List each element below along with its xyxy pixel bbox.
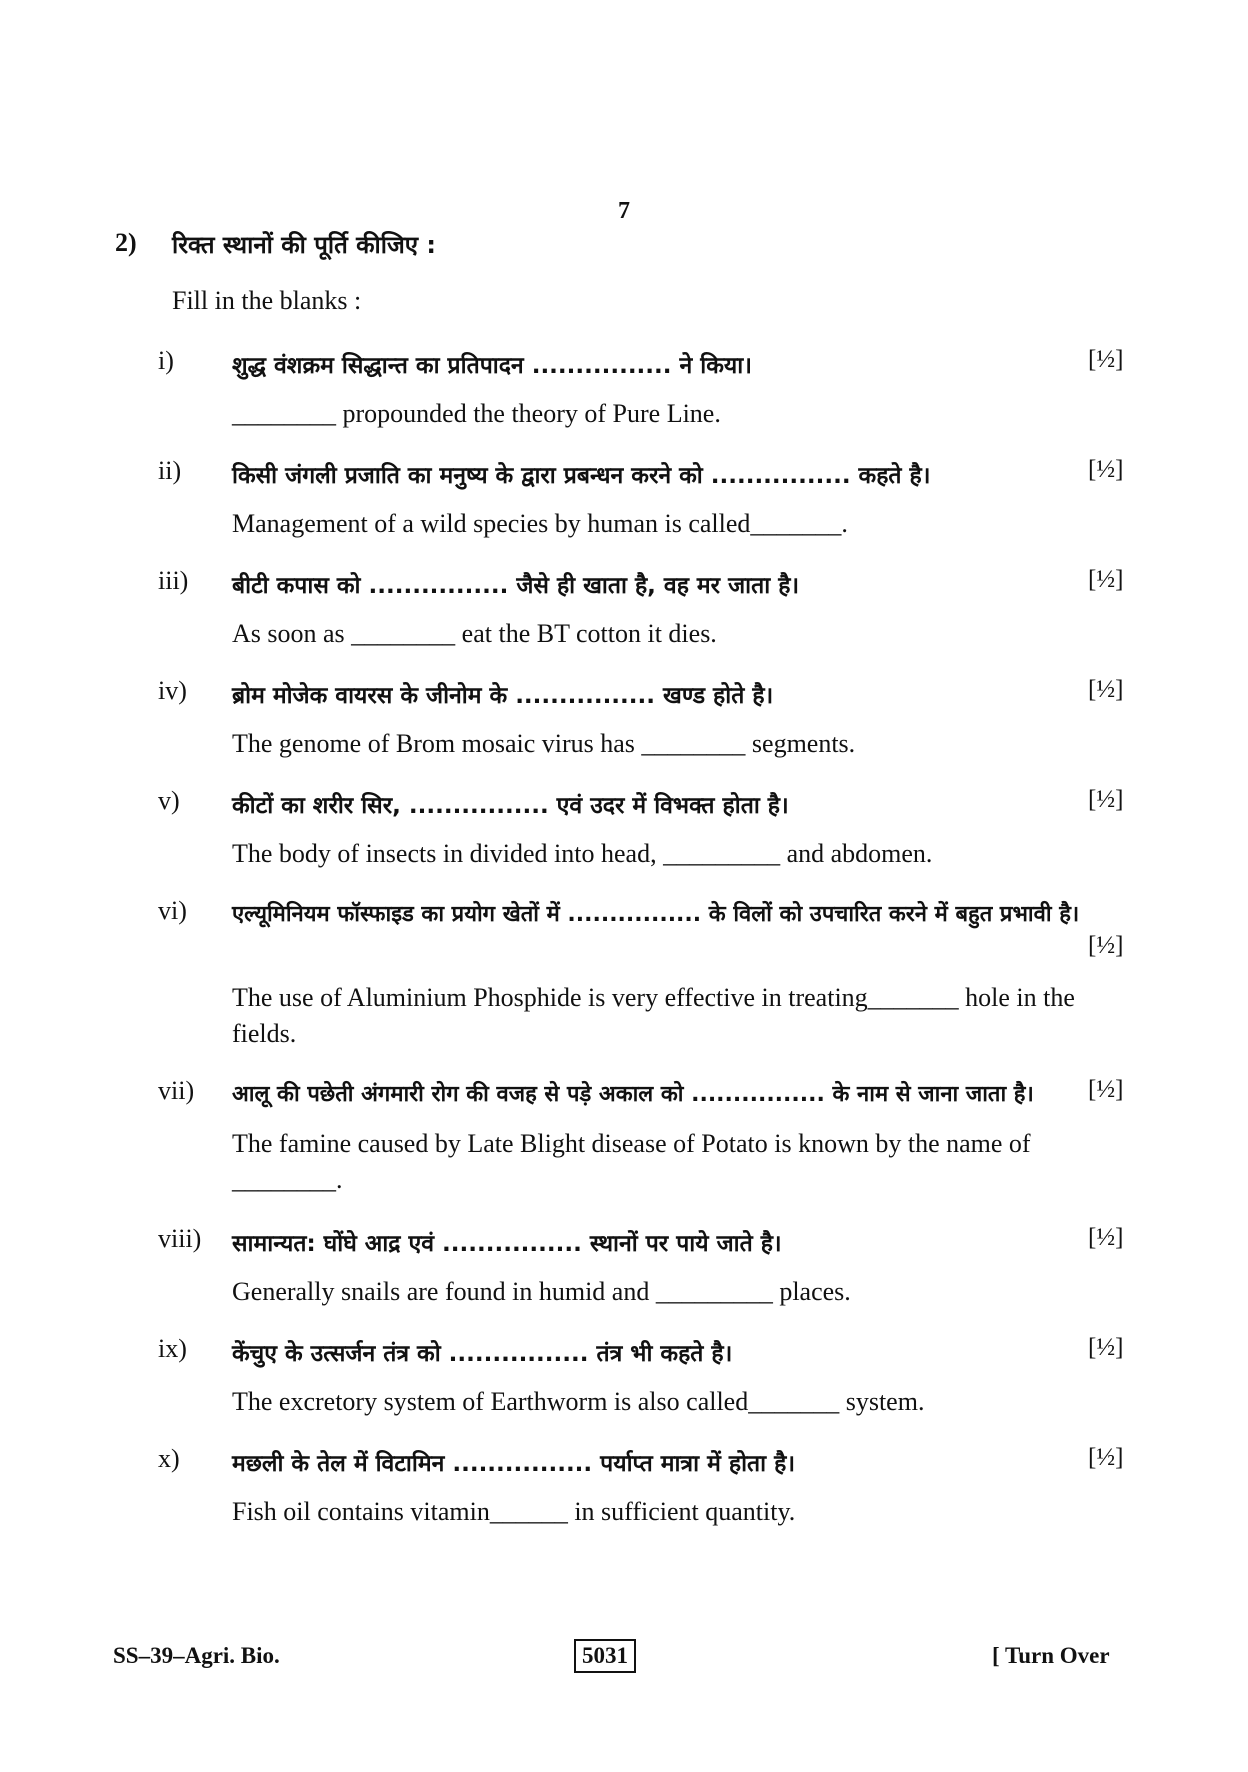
item-label: x) [158,1444,180,1473]
item-english: The use of Aluminium Phosphide is very effective in treating_______ hole in the fields. [232,983,1075,1048]
item-hindi: कीटों का शरीर सिर, ................ एवं उदर में विभक्त होता है। [232,793,789,819]
item-label: viii) [158,1224,202,1253]
item-label: v) [158,786,180,815]
item-hindi: ब्रोम मोजेक वायरस के जीनोम के ................ खण्ड होते है। [232,683,774,709]
question-instruction-english: Fill in the blanks : [172,286,362,315]
item-label: iv) [158,676,187,705]
question-instruction-hindi: रिक्त स्थानों की पूर्ति कीजिए : [172,231,437,259]
item-hindi: एल्यूमिनियम फॉस्फाइड का प्रयोग खेतों में ................ के विलों को उपचारित करने में बहुत प्रभावी है। [232,902,1080,927]
item-mark: [½] [1088,676,1124,703]
question-number: 2) [115,228,137,257]
item-hindi: बीटी कपास को ................ जैसे ही खाता है, वह मर जाता है। [232,573,800,599]
item-label: ix) [158,1334,187,1363]
item-english: Fish oil contains vitamin______ in sufficient quantity. [232,1497,796,1526]
item-mark: [½] [1088,566,1124,593]
item-mark: [½] [1088,346,1124,373]
item-mark: [½] [1088,932,1124,959]
item-mark: [½] [1088,1334,1124,1361]
item-label: vii) [158,1076,195,1105]
item-hindi: किसी जंगली प्रजाति का मनुष्य के द्वारा प्रबन्धन करने को ................ कहते है। [232,463,931,489]
item-english: The excretory system of Earthworm is also called_______ system. [232,1387,925,1416]
item-mark: [½] [1088,1224,1124,1251]
item-mark: [½] [1088,1076,1124,1103]
item-english: The body of insects in divided into head, _________ and abdomen. [232,839,933,868]
item-hindi: मछली के तेल में विटामिन ................ पर्याप्त मात्रा में होता है। [232,1451,796,1477]
paper-code: SS–39–Agri. Bio. [113,1643,280,1668]
item-hindi: सामान्यत: घोंघे आद्र एवं ................ स्थानों पर पाये जाते है। [232,1231,782,1257]
paper-number-box: 5031 [574,1639,636,1673]
item-label: ii) [158,456,182,485]
item-mark: [½] [1088,1444,1124,1471]
item-label: iii) [158,566,189,595]
item-english: The famine caused by Late Blight disease of Potato is known by the name of ________. [232,1129,1031,1194]
item-mark: [½] [1088,456,1124,483]
item-label: i) [158,346,174,375]
item-english: ________ propounded the theory of Pure Line. [232,399,721,428]
item-hindi: आलू की पछेती अंगमारी रोग की वजह से पड़े अकाल को ................ के नाम से जाना जाता है। [232,1082,1034,1107]
page-number: 7 [618,198,630,224]
item-mark: [½] [1088,786,1124,813]
item-label: vi) [158,896,187,925]
item-english: Generally snails are found in humid and _________ places. [232,1277,851,1306]
item-hindi: केंचुए के उत्सर्जन तंत्र को ................ तंत्र भी कहते है। [232,1341,733,1367]
item-english: As soon as ________ eat the BT cotton it dies. [232,619,717,648]
item-english: Management of a wild species by human is called_______. [232,509,848,538]
item-english: The genome of Brom mosaic virus has ________ segments. [232,729,856,758]
turn-over-label: [ Turn Over [992,1643,1110,1668]
item-hindi: शुद्ध वंशक्रम सिद्धान्त का प्रतिपादन ................ ने किया। [232,353,752,379]
